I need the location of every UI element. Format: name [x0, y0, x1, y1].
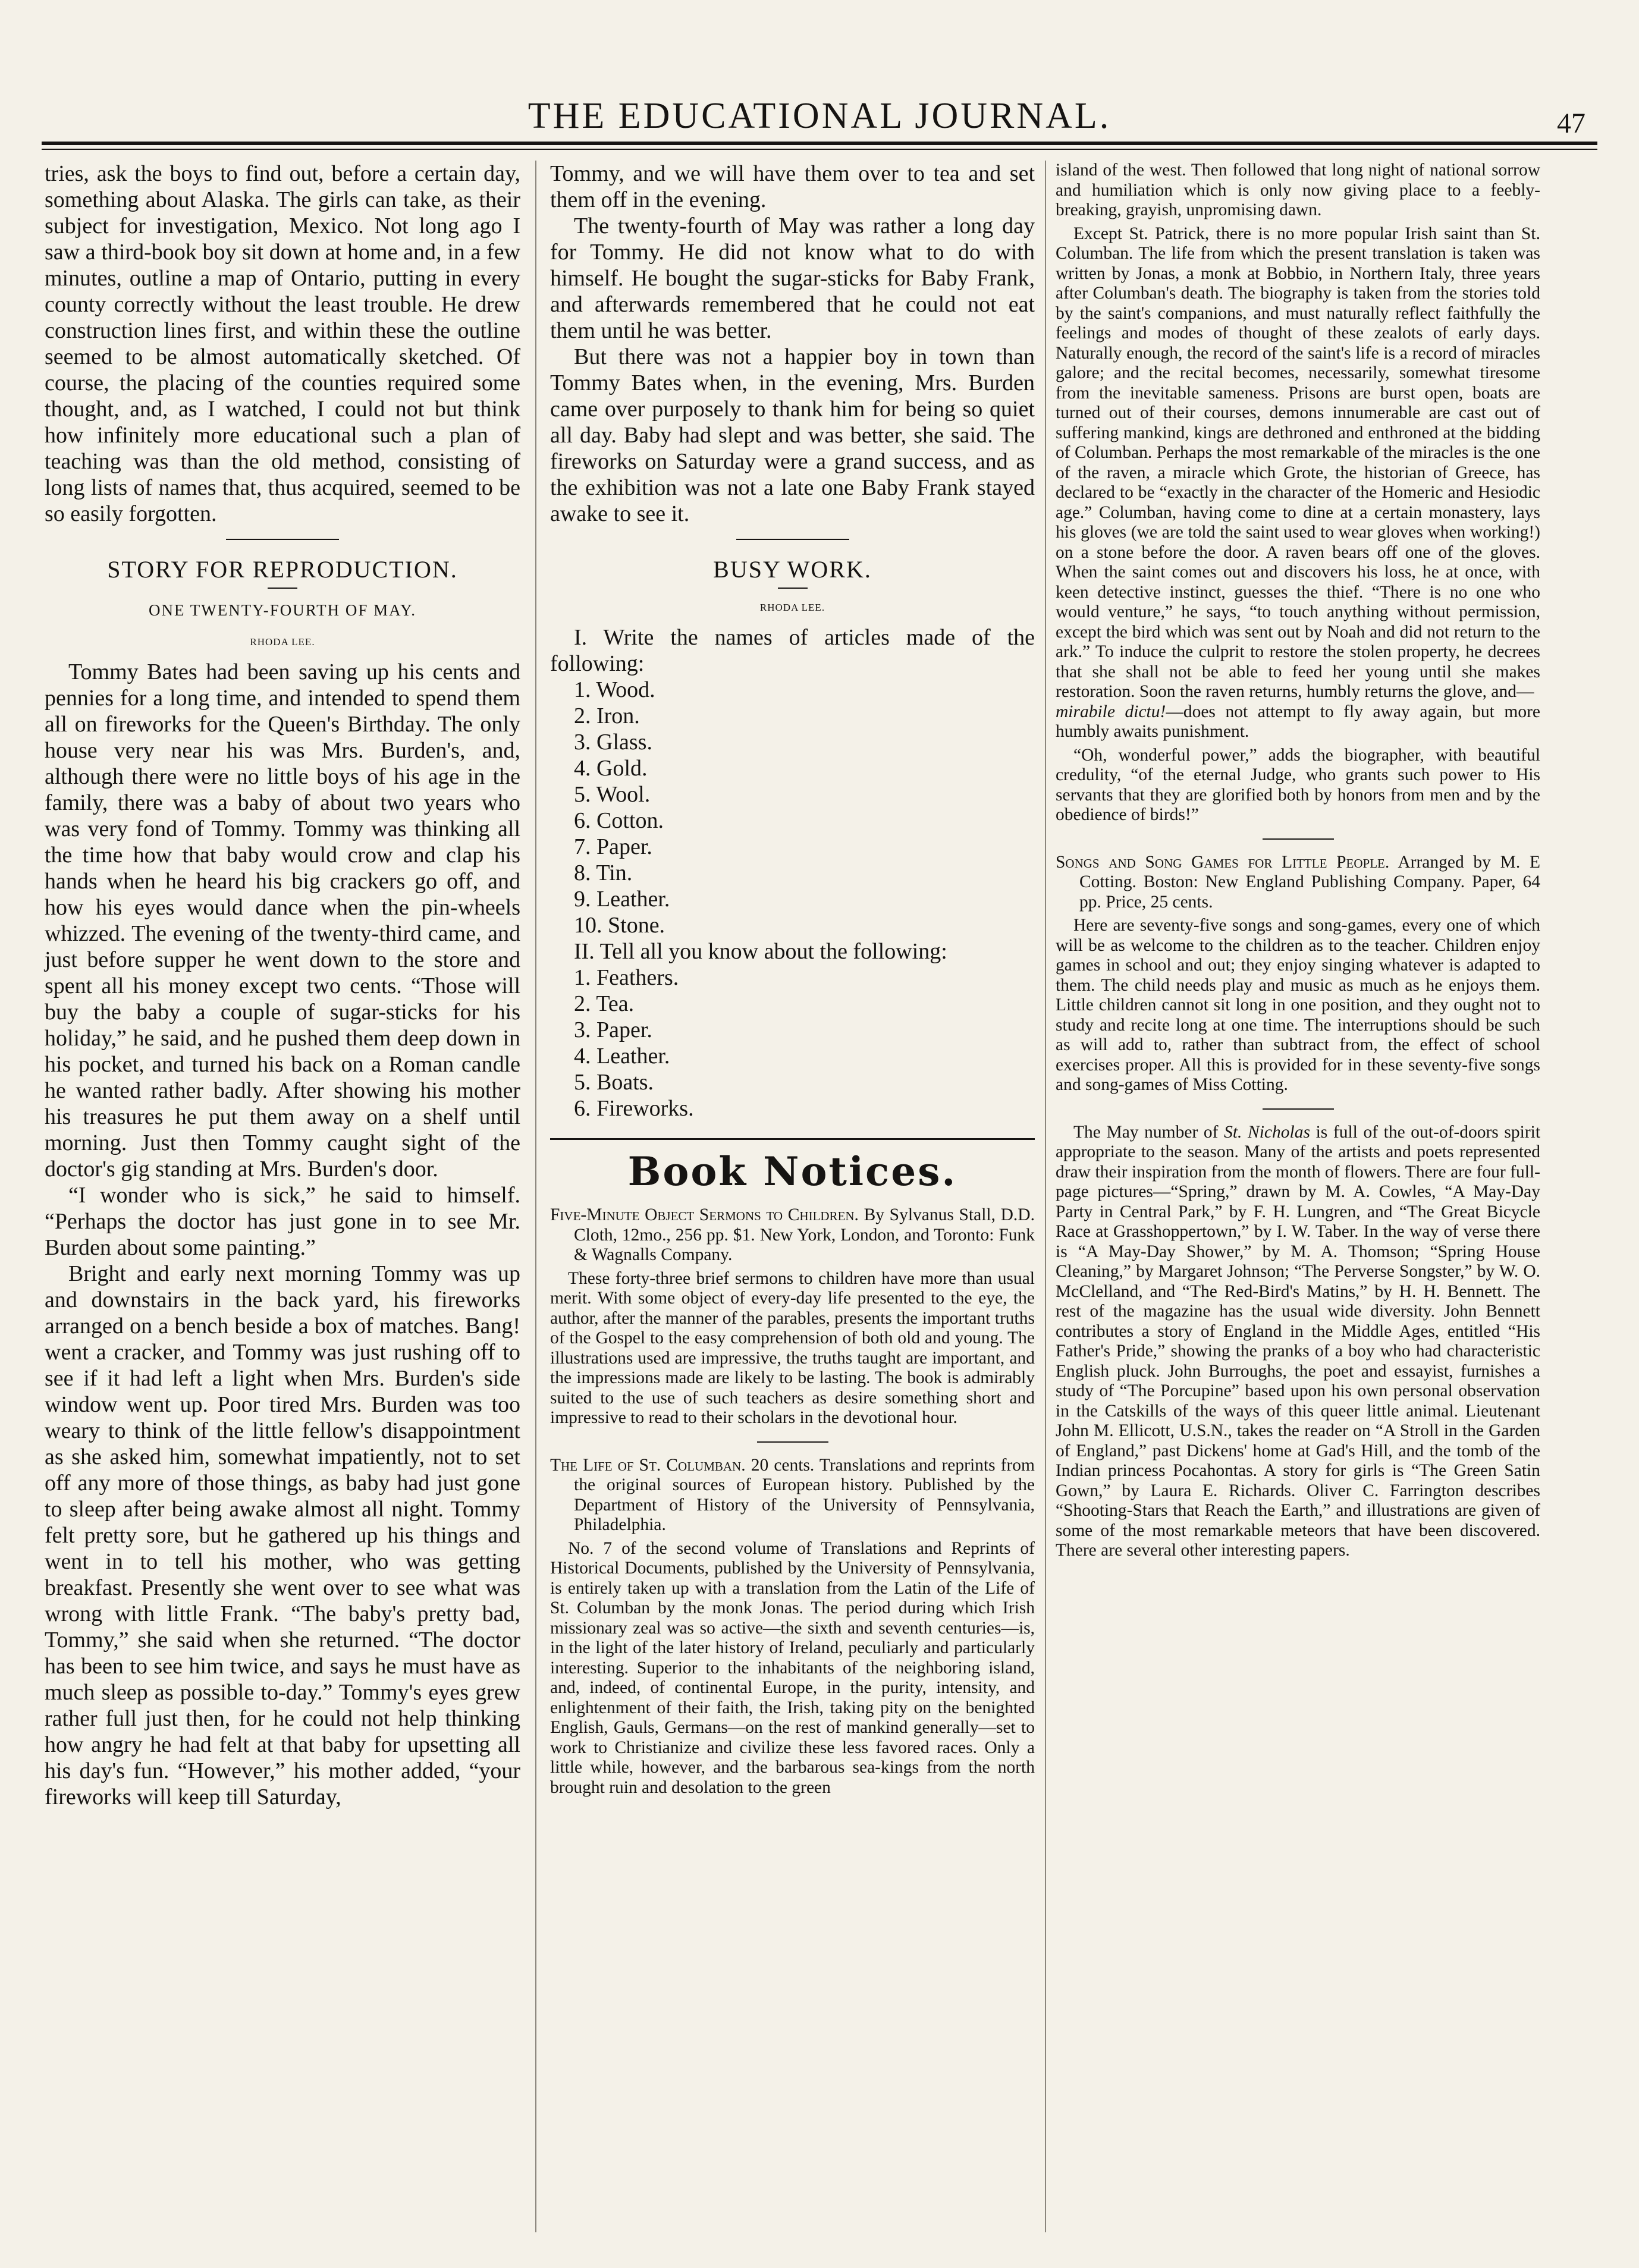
list-item: 3. Glass.: [574, 730, 652, 755]
section-rule-full: [550, 1138, 1035, 1140]
book-details: 20 cents. Translations and reprints from the original sources of European history. Published by the Department of History of the University of Pennsylvania, Philadelphia.: [574, 1455, 1035, 1534]
book-title: Songs and Song Games for Little People.: [1056, 852, 1390, 872]
column-1: [45, 161, 520, 1810]
header-rule-thick: [42, 142, 1597, 145]
book-review: island of the west. Then followed that long night of national sorrow and humiliation which is only now giving place to a feebly-breaking, grayish, unpromising dawn.: [1056, 161, 1540, 219]
story-byline: RHODA LEE.: [250, 636, 315, 648]
book-review: No. 7 of the second volume of Translations and Reprints of Historical Documents, published by the University of Pennsylvania, is entirely taken up with a translation from the Latin of the Life of St. Columban by the monk Jonas. The period during which Irish missionary zeal was so active—the sixth and seventh centuries—is, in the light of the later history of Ireland, peculiarly and particularly interesting. Superior to the inhabitants of the neighboring island, and, indeed, of continental Europe, in the purity, intensity, and enlightenment of their faith, the Irish, taking pity on the benighted English, Gauls, Germans—on the rest of mankind generally—set to work to Christianize and civilize these less favored races. Only a little while, however, and the barbarous sea-kings from the north brought ruin and desolation to the green: [550, 1538, 1035, 1797]
magazine-notice: [1056, 1123, 1540, 1561]
list-item: 8. Tin.: [574, 860, 633, 885]
small-rule: [268, 588, 297, 589]
review-text: The May number of: [1073, 1122, 1219, 1142]
story-paragraph: Tommy, and we will have them over to tea and set them off in the evening.: [550, 161, 1035, 212]
list-item: 1. Feathers.: [574, 965, 679, 990]
magazine-title: St. Nicholas: [1224, 1122, 1310, 1142]
header-rule-thin: [42, 149, 1597, 150]
story-title: ONE TWENTY-FOURTH OF MAY.: [149, 601, 416, 619]
book-review: These forty-three brief sermons to children have more than usual merit. With some object of every-day life presented to the eye, the author, after the manner of the parables, presents the important truths of the Gospel to the easy comprehension of both old and young. The illustrations used are impressive, the truths taught are important, and the impressions made are likely to be lasting. The book is admirably suited to the use of such teachers as desire something short and impressive to read to their scholars in the devotional hour.: [550, 1268, 1035, 1427]
list-item: 7. Paper.: [574, 834, 652, 859]
section-rule: [757, 1441, 828, 1443]
list-item: 4. Gold.: [574, 756, 648, 781]
book-review: Here are seventy-five songs and song-games, every one of which will be as welcome to the children as to the teacher. Children enjoy games in school and out; they enjoy singing whatever is adapted to them. The child needs play and music as much as he enjoys them. Little children cannot sit long in one position, and they ought not to study and recite long at one time. The interruptions should be such as will add to, rather than subtract from, the effect of school exercises proper. All this is provided for in these seventy-five songs and song-games of Miss Cotting.: [1056, 916, 1540, 1094]
continued-article-text: tries, ask the boys to find out, before a certain day, something about Alaska. The girls can take, as their subject for investigation, Mexico. Not long ago I saw a third-book boy sit down at home and, in a few minutes, outline a map of Ontario, putting in every county correctly without the least trouble. He drew construction lines first, and within these the outline seemed to be almost automatically sketched. Of course, the placing of the counties required some thought, and, as I watched, I could not but think how infinitely more educational such a plan of teaching was than the old method, consisting of long lists of names that, thus acquired, seemed to be so easily forgotten.: [45, 161, 520, 526]
story-paragraph: The twenty-fourth of May was rather a long day for Tommy. He did not know what to do with himself. He bought the sugar-sticks for Baby Frank, and afterwards remembered that he could not eat them until he was better.: [550, 213, 1035, 343]
section-rule: [1263, 1108, 1334, 1110]
book-details: Arranged by M. E Cotting. Boston: New England Publishing Company. Paper, 64 pp. Price, 25 cents.: [1079, 852, 1540, 912]
busy-work-byline: RHODA LEE.: [759, 602, 825, 613]
book-review: [1056, 702, 1540, 742]
section-rule: [736, 539, 849, 540]
book-notices-banner: Book Notices.: [627, 1148, 957, 1195]
story-section-heading: STORY FOR REPRODUCTION.: [107, 556, 458, 583]
list-item: 10. Stone.: [574, 913, 665, 938]
page-number: 47: [1557, 108, 1585, 139]
book-details: By Sylvanus Stall, D.D. Cloth, 12mo., 256 pp. $1. New York, London, and Toronto: Funk & Wagnalls Company.: [574, 1205, 1035, 1264]
section-rule: [1263, 838, 1334, 840]
column-divider-1: [535, 161, 536, 2232]
list-item: 6. Cotton.: [574, 808, 664, 833]
list-item: 3. Paper.: [574, 1017, 652, 1042]
book-review: Except St. Patrick, there is no more popular Irish saint than St. Columban. The life from which the present translation is taken was written by Jonas, a monk at Bobbio, in Northern Italy, three years after Columban's death. The biography is taken from the stories told by the saint's companions, and must naturally reflect faithfully the feelings and modes of thought of these zealots of early days. Naturally enough, the record of the saint's life is a record of miracles galore; and the recital becomes, necessarily, somewhat tiresome from the inevitable sameness. Prisons are burst open, boats are turned out of their courses, demons innumerable are cast out of suffering mankind, kings are dethroned and enthroned at the bidding of Columban. Perhaps the most remarkable of the miracles is the one of the raven, a miracle which Grote, the historian of Greece, has declared to be “exactly in the character of the Homeric and Hesiodic age.” Columban, having come to dine at a certain monastery, lays his gloves (we are told the saint used to wear gloves when working!) on a stone before the door. A raven bears off one of the gloves. When the saint comes out and discovers his loss, he at once, with keen detective instinct, guesses the thief. “There is no one who would venture,” he says, “to touch anything without permission, except the bird which was sent out by Noah and did not return to the ark.” To induce the culprit to restore the stolen property, he decrees that she shall not be able to feed her young until she makes restoration. Soon the raven returns, humbly returns the glove, and—: [1056, 224, 1540, 701]
book-title: The Life of St. Columban.: [550, 1455, 746, 1475]
book-review: “Oh, wonderful power,” adds the biographer, with beautiful credulity, “of the eternal Judge, who grants such power to His servants that they are glorified both by honors from men and by the obedience of birds!”: [1056, 745, 1540, 824]
story-paragraph: But there was not a happier boy in town than Tommy Bates when, in the evening, Mrs. Burden came over purposely to thank him for being so quiet all day. Baby had slept and was better, she said. The fireworks on Saturday were a grand success, and as the exhibition was not a late one Baby Frank stayed awake to see it.: [550, 344, 1035, 526]
busy-work-heading: BUSY WORK.: [713, 556, 872, 583]
list-item: 9. Leather.: [574, 887, 670, 912]
busy-work-list-2: [550, 965, 1035, 1122]
list-item: 2. Tea.: [574, 991, 635, 1016]
latin-phrase: mirabile dictu!: [1056, 702, 1166, 721]
book-title: Five-Minute Object Sermons to Children.: [550, 1205, 859, 1224]
column-2: [550, 161, 1035, 1798]
busy-work-instruction: I. Write the names of articles made of the following:: [550, 625, 1035, 676]
busy-work-instruction: II. Tell all you know about the following:: [574, 939, 947, 964]
list-item: 1. Wood.: [574, 677, 655, 702]
column-3: [1056, 161, 1540, 1561]
list-item: 6. Fireworks.: [574, 1096, 694, 1121]
small-rule: [778, 588, 808, 589]
story-paragraph: Tommy Bates had been saving up his cents and pennies for a long time, and intended to spend them all on fireworks for the Queen's Birthday. The only house very near his was Mrs. Burden's, and, although there were no little boys of his age in the family, there was a baby of about two years who was very fond of Tommy. Tommy was thinking all the time how that baby would crow and clap his hands when he heard his big crackers go off, and how his eyes would dance when the pin-wheels whizzed. The evening of the twenty-third came, and just before supper he went down to the store and spent all his money except two cents. “Those will buy the baby a couple of sugar-sticks for his holiday,” he said, and he pushed them deep down in his pocket, and turned his back on a Roman candle he wanted rather badly. After showing his mother his treasures he put them away on a shelf until morning. Just then Tommy caught sight of the doctor's gig standing at Mrs. Burden's door.: [45, 659, 520, 1182]
book-listing: [1056, 853, 1540, 913]
review-text: is full of the out-of-doors spirit appropriate to the season. Many of the artists and poets represented draw their inspiration from the month of flowers. There are four full-page pictures—“Spring,” drawn by M. A. Cowles, “A May-Day Party in Central Park,” by F. H. Lungren, and “The Great Bicycle Race at Grasshoppertown,” by I. W. Taber. In the way of verse there is “A May-Day Shower,” by M. A. Thomson; “Spring House Cleaning,” by Margaret Johnson; “The Perverse Songster,” by W. O. McClelland, and “The Red-Bird's Matins,” by H. H. Bennett. The rest of the magazine has the usual wide diversity. John Bennett contributes a story of England in the Middle Ages, entitled “His Father's Pride,” showing the pranks of a boy who had characteristic English pluck. John Burroughs, the poet and essayist, furnishes a study of “The Porcupine” based upon his own personal observation in the Catskills of the ways of this queer little animal. Lieutenant John M. Ellicott, U.S.N., takes the reader on “A Stroll in the Garden of England,” past Dickens' home at Gad's Hill, and the tomb of the Indian princess Pocahontas. A story for girls is “The Green Satin Gown,” by Laura E. Richards. Oliver C. Farrington describes “Shooting-Stars that Reach the Earth,” and illustrations are given of some of the most remarkable meteors that have been discovered. There are several other interesting papers.: [1056, 1122, 1541, 1560]
story-paragraph: Bright and early next morning Tommy was up and downstairs in the back yard, his fireworks arranged on a bench beside a box of matches. Bang! went a cracker, and Tommy was just rushing off to see if it had left a light when Mrs. Burden's side window went up. Poor tired Mrs. Burden was too weary to think of the little fellow's disappointment as she asked him, somewhat impatiently, not to set off any more of those things, as baby had just gone to sleep after being awake almost all night. Tommy felt pretty sore, but he gathered up his things and went in to tell his mother, who was getting breakfast. Presently she went over to see what was wrong with little Frank. “The baby's pretty bad, Tommy,” she said when she returned. “The doctor has been to see him twice, and says he must have as much sleep as possible to-day.” Tommy's eyes grew rather full just then, for he could not help thinking how angry he had felt at that baby for upsetting all his day's fun. “However,” his mother added, “your fireworks will keep till Saturday,: [45, 1261, 520, 1810]
list-item: 4. Leather.: [574, 1044, 670, 1069]
story-paragraph: “I wonder who is sick,” he said to himself. “Perhaps the doctor has just gone in to see Mr. Burden about some painting.”: [45, 1183, 520, 1260]
book-listing: [550, 1456, 1035, 1535]
list-item: 5. Wool.: [574, 782, 651, 807]
running-title: THE EDUCATIONAL JOURNAL.: [528, 96, 1111, 136]
book-listing: [550, 1205, 1035, 1265]
page-header: [42, 71, 1597, 149]
busy-work-list-1: [550, 677, 1035, 938]
section-rule: [226, 539, 339, 540]
list-item: 2. Iron.: [574, 703, 640, 728]
column-divider-2: [1045, 161, 1046, 2232]
list-item: 5. Boats.: [574, 1070, 654, 1095]
review-text: —does not attempt to fly away again, but more humbly awaits punishment.: [1056, 702, 1540, 741]
